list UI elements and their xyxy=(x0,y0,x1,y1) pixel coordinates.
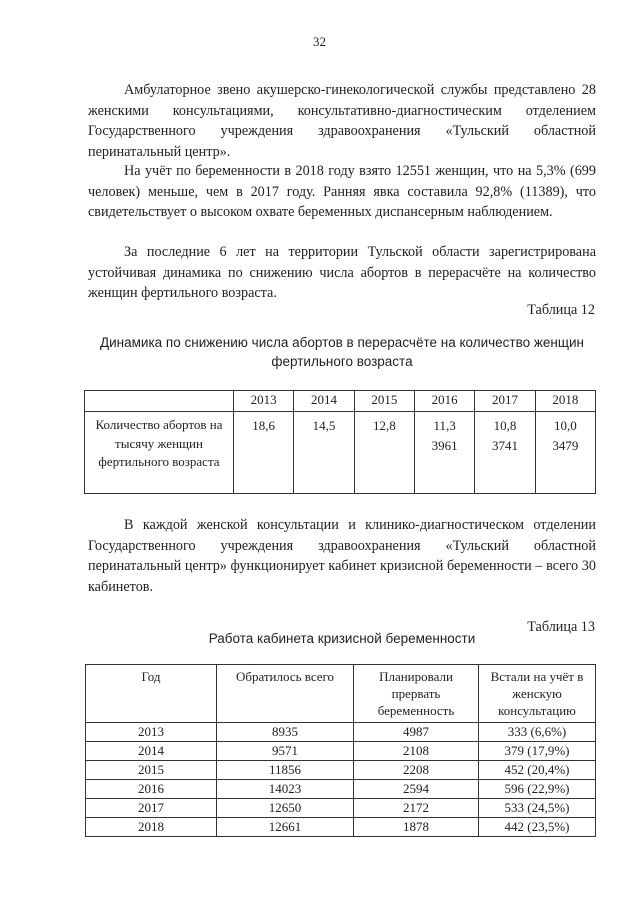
rate-value: 12,8 xyxy=(372,418,396,433)
total-cell: 12650 xyxy=(217,799,354,818)
rate-value: 10,0 xyxy=(553,418,577,433)
column-header: Планировали прервать беременность xyxy=(354,665,479,723)
column-header: Обратилось всего xyxy=(217,665,354,723)
year-header: 2018 xyxy=(535,391,595,412)
table-row xyxy=(86,818,596,837)
total-cell: 8935 xyxy=(217,723,354,742)
year-header: 2017 xyxy=(475,391,535,412)
paragraph-3: За последние 6 лет на территории Тульской области зарегистрирована устойчивая динамика по снижению числа абортов в перерасчёте на количество женщин фертильного возраста. xyxy=(88,244,596,301)
table-row xyxy=(86,742,596,761)
table-row xyxy=(86,761,596,780)
year-header: 2015 xyxy=(354,391,414,412)
total-cell: 11856 xyxy=(217,761,354,780)
registered-cell: 533 (24,5%) xyxy=(479,799,596,818)
registered-cell: 452 (20,4%) xyxy=(479,761,596,780)
registered-cell: 596 (22,9%) xyxy=(479,780,596,799)
registered-cell: 379 (17,9%) xyxy=(479,742,596,761)
planned-termination-cell: 2594 xyxy=(354,780,479,799)
table-12-header-row xyxy=(85,391,596,412)
table-row xyxy=(86,723,596,742)
year-cell: 2017 xyxy=(86,799,217,818)
count-value: 3479 xyxy=(552,438,579,453)
planned-termination-cell: 2208 xyxy=(354,761,479,780)
year-cell: 2015 xyxy=(86,761,217,780)
column-header: Встали на учёт в женскую консультацию xyxy=(479,665,596,723)
page-number: 32 xyxy=(313,34,326,49)
paragraph-1: Амбулаторное звено акушерско-гинекологической службы представлено 28 женскими консультациями, консультативно-диагностическим отделением Государственного учреждения здравоохранения «Тульский областной перинатальный центр». xyxy=(88,82,596,160)
rate-value: 11,3 xyxy=(433,418,456,433)
total-cell: 14023 xyxy=(217,780,354,799)
paragraph-4: В каждой женской консультации и клинико-диагностическом отделении Государственного учреждения здравоохранения «Тульский областной перинатальный центр» функционирует кабинет кризисной беременности – всего 30 кабинетов. xyxy=(88,517,596,595)
registered-cell: 333 (6,6%) xyxy=(479,723,596,742)
table-12-label: Таблица 12 xyxy=(527,302,595,318)
planned-termination-cell: 2108 xyxy=(354,742,479,761)
year-header: 2013 xyxy=(234,391,294,412)
planned-termination-cell: 4987 xyxy=(354,723,479,742)
registered-cell: 442 (23,5%) xyxy=(479,818,596,837)
table-12-corner-cell xyxy=(85,391,234,412)
rate-value: 10,8 xyxy=(493,418,517,433)
value-cell xyxy=(414,412,474,494)
planned-termination-cell: 1878 xyxy=(354,818,479,837)
crisis-pregnancy-table xyxy=(85,664,596,837)
year-cell: 2013 xyxy=(86,723,217,742)
value-cell xyxy=(354,412,414,494)
row-label: Количество абортов на тысячу женщин фертильного возраста xyxy=(85,412,234,494)
planned-termination-cell: 2172 xyxy=(354,799,479,818)
total-cell: 9571 xyxy=(217,742,354,761)
year-header: 2016 xyxy=(414,391,474,412)
value-cell xyxy=(234,412,294,494)
column-header: Год xyxy=(86,665,217,723)
table-12-title: Динамика по снижению числа абортов в перерасчёте на количество женщин фертильного возраста xyxy=(100,335,584,369)
year-cell: 2018 xyxy=(86,818,217,837)
rate-value: 18,6 xyxy=(252,418,276,433)
table-13-header-row xyxy=(86,665,596,723)
value-cell xyxy=(475,412,535,494)
abortion-dynamics-table xyxy=(84,390,596,494)
table-13-title: Работа кабинета кризисной беременности xyxy=(208,631,476,646)
table-row xyxy=(86,799,596,818)
paragraph-2: На учёт по беременности в 2018 году взято 12551 женщин, что на 5,3% (699 человек) меньше, чем в 2017 году. Ранняя явка составила 92,8% (11389), что свидетельствует о высоком охвате беременных диспансерным наблюдением. xyxy=(88,163,596,220)
table-row xyxy=(86,780,596,799)
value-cell xyxy=(294,412,354,494)
total-cell: 12661 xyxy=(217,818,354,837)
year-cell: 2014 xyxy=(86,742,217,761)
count-value: 3961 xyxy=(431,438,458,453)
table-12-data-row xyxy=(85,412,596,494)
rate-value: 14,5 xyxy=(312,418,336,433)
table-13-label: Таблица 13 xyxy=(527,619,595,635)
count-value: 3741 xyxy=(491,438,518,453)
year-header: 2014 xyxy=(294,391,354,412)
year-cell: 2016 xyxy=(86,780,217,799)
value-cell xyxy=(535,412,595,494)
